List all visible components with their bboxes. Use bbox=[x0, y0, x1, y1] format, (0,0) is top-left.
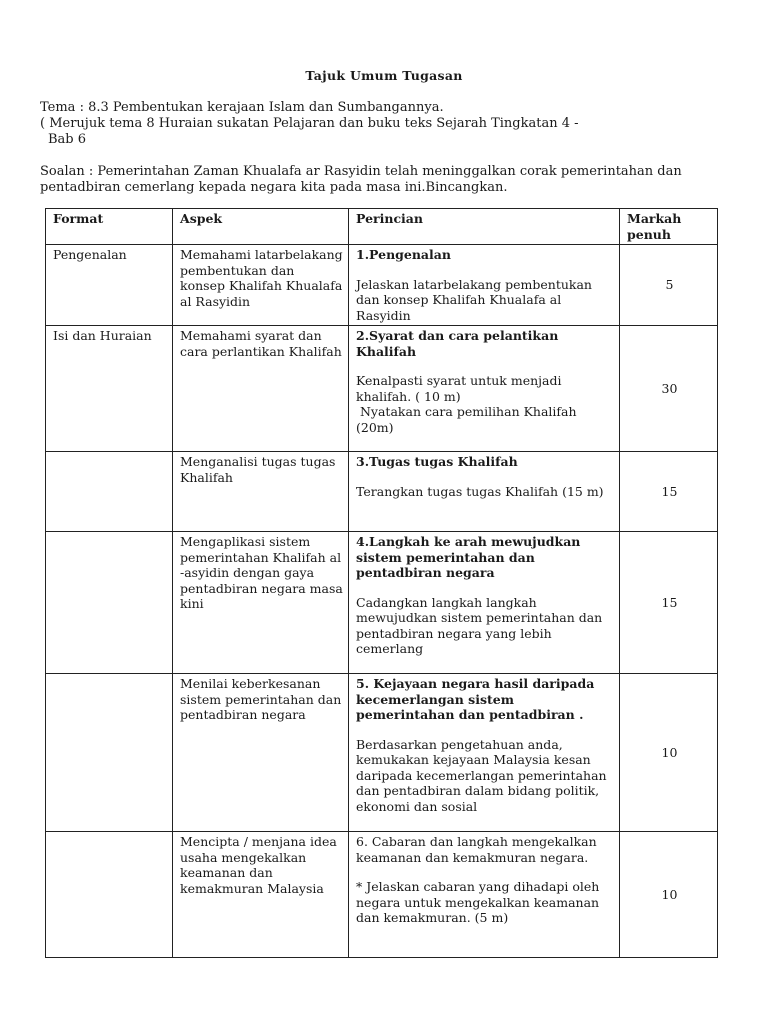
perincian-heading: 2.Syarat dan cara pelantikan Khalifah bbox=[356, 328, 559, 359]
row-aspek: Memahami latarbelakang pembentukan dan konsep Khalifah Khualafa al Rasyidin bbox=[173, 245, 349, 326]
perincian-description: Cadangkan langkah langkah mewujudkan sistem pemerintahan dan pentadbiran negara yang lebih cemerlang bbox=[356, 594, 603, 656]
perincian-description: Terangkan tugas tugas Khalifah (15 m) bbox=[356, 483, 604, 499]
perincian-description: * Jelaskan cabaran yang dihadapi oleh negara untuk mengekalkan keamanan dan kemakmuran. (5 m) bbox=[356, 879, 600, 925]
perincian-heading: 5. Kejayaan negara hasil daripada kecemerlangan sistem pemerintahan dan pentadbiran . bbox=[356, 676, 595, 722]
perincian-heading: 3.Tugas tugas Khalifah bbox=[356, 454, 518, 469]
row-aspek: Mencipta / menjana idea usaha mengekalkan keamanan dan kemakmuran Malaysia bbox=[173, 832, 349, 958]
soalan-line-1: Soalan : Pemerintahan Zaman Khualafa ar Rasyidin telah meninggalkan corak pemerintahan dan bbox=[40, 164, 682, 179]
perincian-heading: 1.Pengenalan bbox=[356, 247, 451, 262]
perincian-description: Berdasarkan pengetahuan anda, kemukakan kejayaan Malaysia kesan daripada kecemerlangan pemerintahan dan pentadbiran dalam bidang politik, ekonomi dan sosial bbox=[356, 736, 607, 814]
perincian-description-2: Nyatakan cara pemilihan Khalifah (20m) bbox=[356, 404, 581, 435]
table-row bbox=[46, 532, 718, 674]
table-row bbox=[46, 245, 718, 326]
soalan-line-2: pentadbiran cemerlang kepada negara kita pada masa ini.Bincangkan. bbox=[40, 180, 508, 195]
row-format: Pengenalan bbox=[46, 245, 173, 326]
row-format bbox=[46, 452, 173, 532]
row-markah: 10 bbox=[620, 832, 718, 958]
table-row bbox=[46, 674, 718, 832]
row-format bbox=[46, 532, 173, 674]
row-aspek: Menilai keberkesanan sistem pemerintahan dan pentadbiran negara bbox=[173, 674, 349, 832]
header-markah: Markah penuh bbox=[620, 209, 718, 245]
row-perincian bbox=[349, 326, 620, 452]
document-title: Tajuk Umum Tugasan bbox=[305, 68, 463, 83]
table-row bbox=[46, 832, 718, 958]
rujukan-line-2: Bab 6 bbox=[48, 132, 87, 147]
row-perincian bbox=[349, 532, 620, 674]
header-aspek: Aspek bbox=[173, 209, 349, 245]
row-perincian bbox=[349, 452, 620, 532]
header-format: Format bbox=[46, 209, 173, 245]
row-perincian bbox=[349, 245, 620, 326]
row-markah: 15 bbox=[620, 452, 718, 532]
header-perincian: Perincian bbox=[349, 209, 620, 245]
row-aspek: Memahami syarat dan cara perlantikan Khalifah bbox=[173, 326, 349, 452]
row-markah: 30 bbox=[620, 326, 718, 452]
perincian-description: Jelaskan latarbelakang pembentukan dan konsep Khalifah Khualafa al Rasyidin bbox=[356, 276, 592, 323]
table-header-row bbox=[46, 209, 718, 245]
perincian-heading: 4.Langkah ke arah mewujudkan sistem pemerintahan dan pentadbiran negara bbox=[356, 534, 581, 580]
perincian-description: Kenalpasti syarat untuk menjadi khalifah. ( 10 m) bbox=[356, 373, 562, 404]
perincian-heading: 6. Cabaran dan langkah mengekalkan keamanan dan kemakmuran negara. bbox=[356, 834, 597, 865]
assignment-table bbox=[45, 208, 718, 958]
row-markah: 10 bbox=[620, 674, 718, 832]
table-row bbox=[46, 452, 718, 532]
row-markah: 5 bbox=[620, 245, 718, 326]
row-aspek: Menganalisi tugas tugas Khalifah bbox=[173, 452, 349, 532]
row-perincian bbox=[349, 674, 620, 832]
tema-line: Tema : 8.3 Pembentukan kerajaan Islam dan Sumbangannya. bbox=[40, 100, 444, 115]
row-format: Isi dan Huraian bbox=[46, 326, 173, 452]
row-markah: 15 bbox=[620, 532, 718, 674]
row-aspek: Mengaplikasi sistem pemerintahan Khalifah al -asyidin dengan gaya pentadbiran negara masa kini bbox=[173, 532, 349, 674]
table-row bbox=[46, 326, 718, 452]
row-format bbox=[46, 674, 173, 832]
rujukan-line-1: ( Merujuk tema 8 Huraian sukatan Pelajaran dan buku teks Sejarah Tingkatan 4 - bbox=[40, 116, 579, 131]
row-perincian bbox=[349, 832, 620, 958]
row-format bbox=[46, 832, 173, 958]
